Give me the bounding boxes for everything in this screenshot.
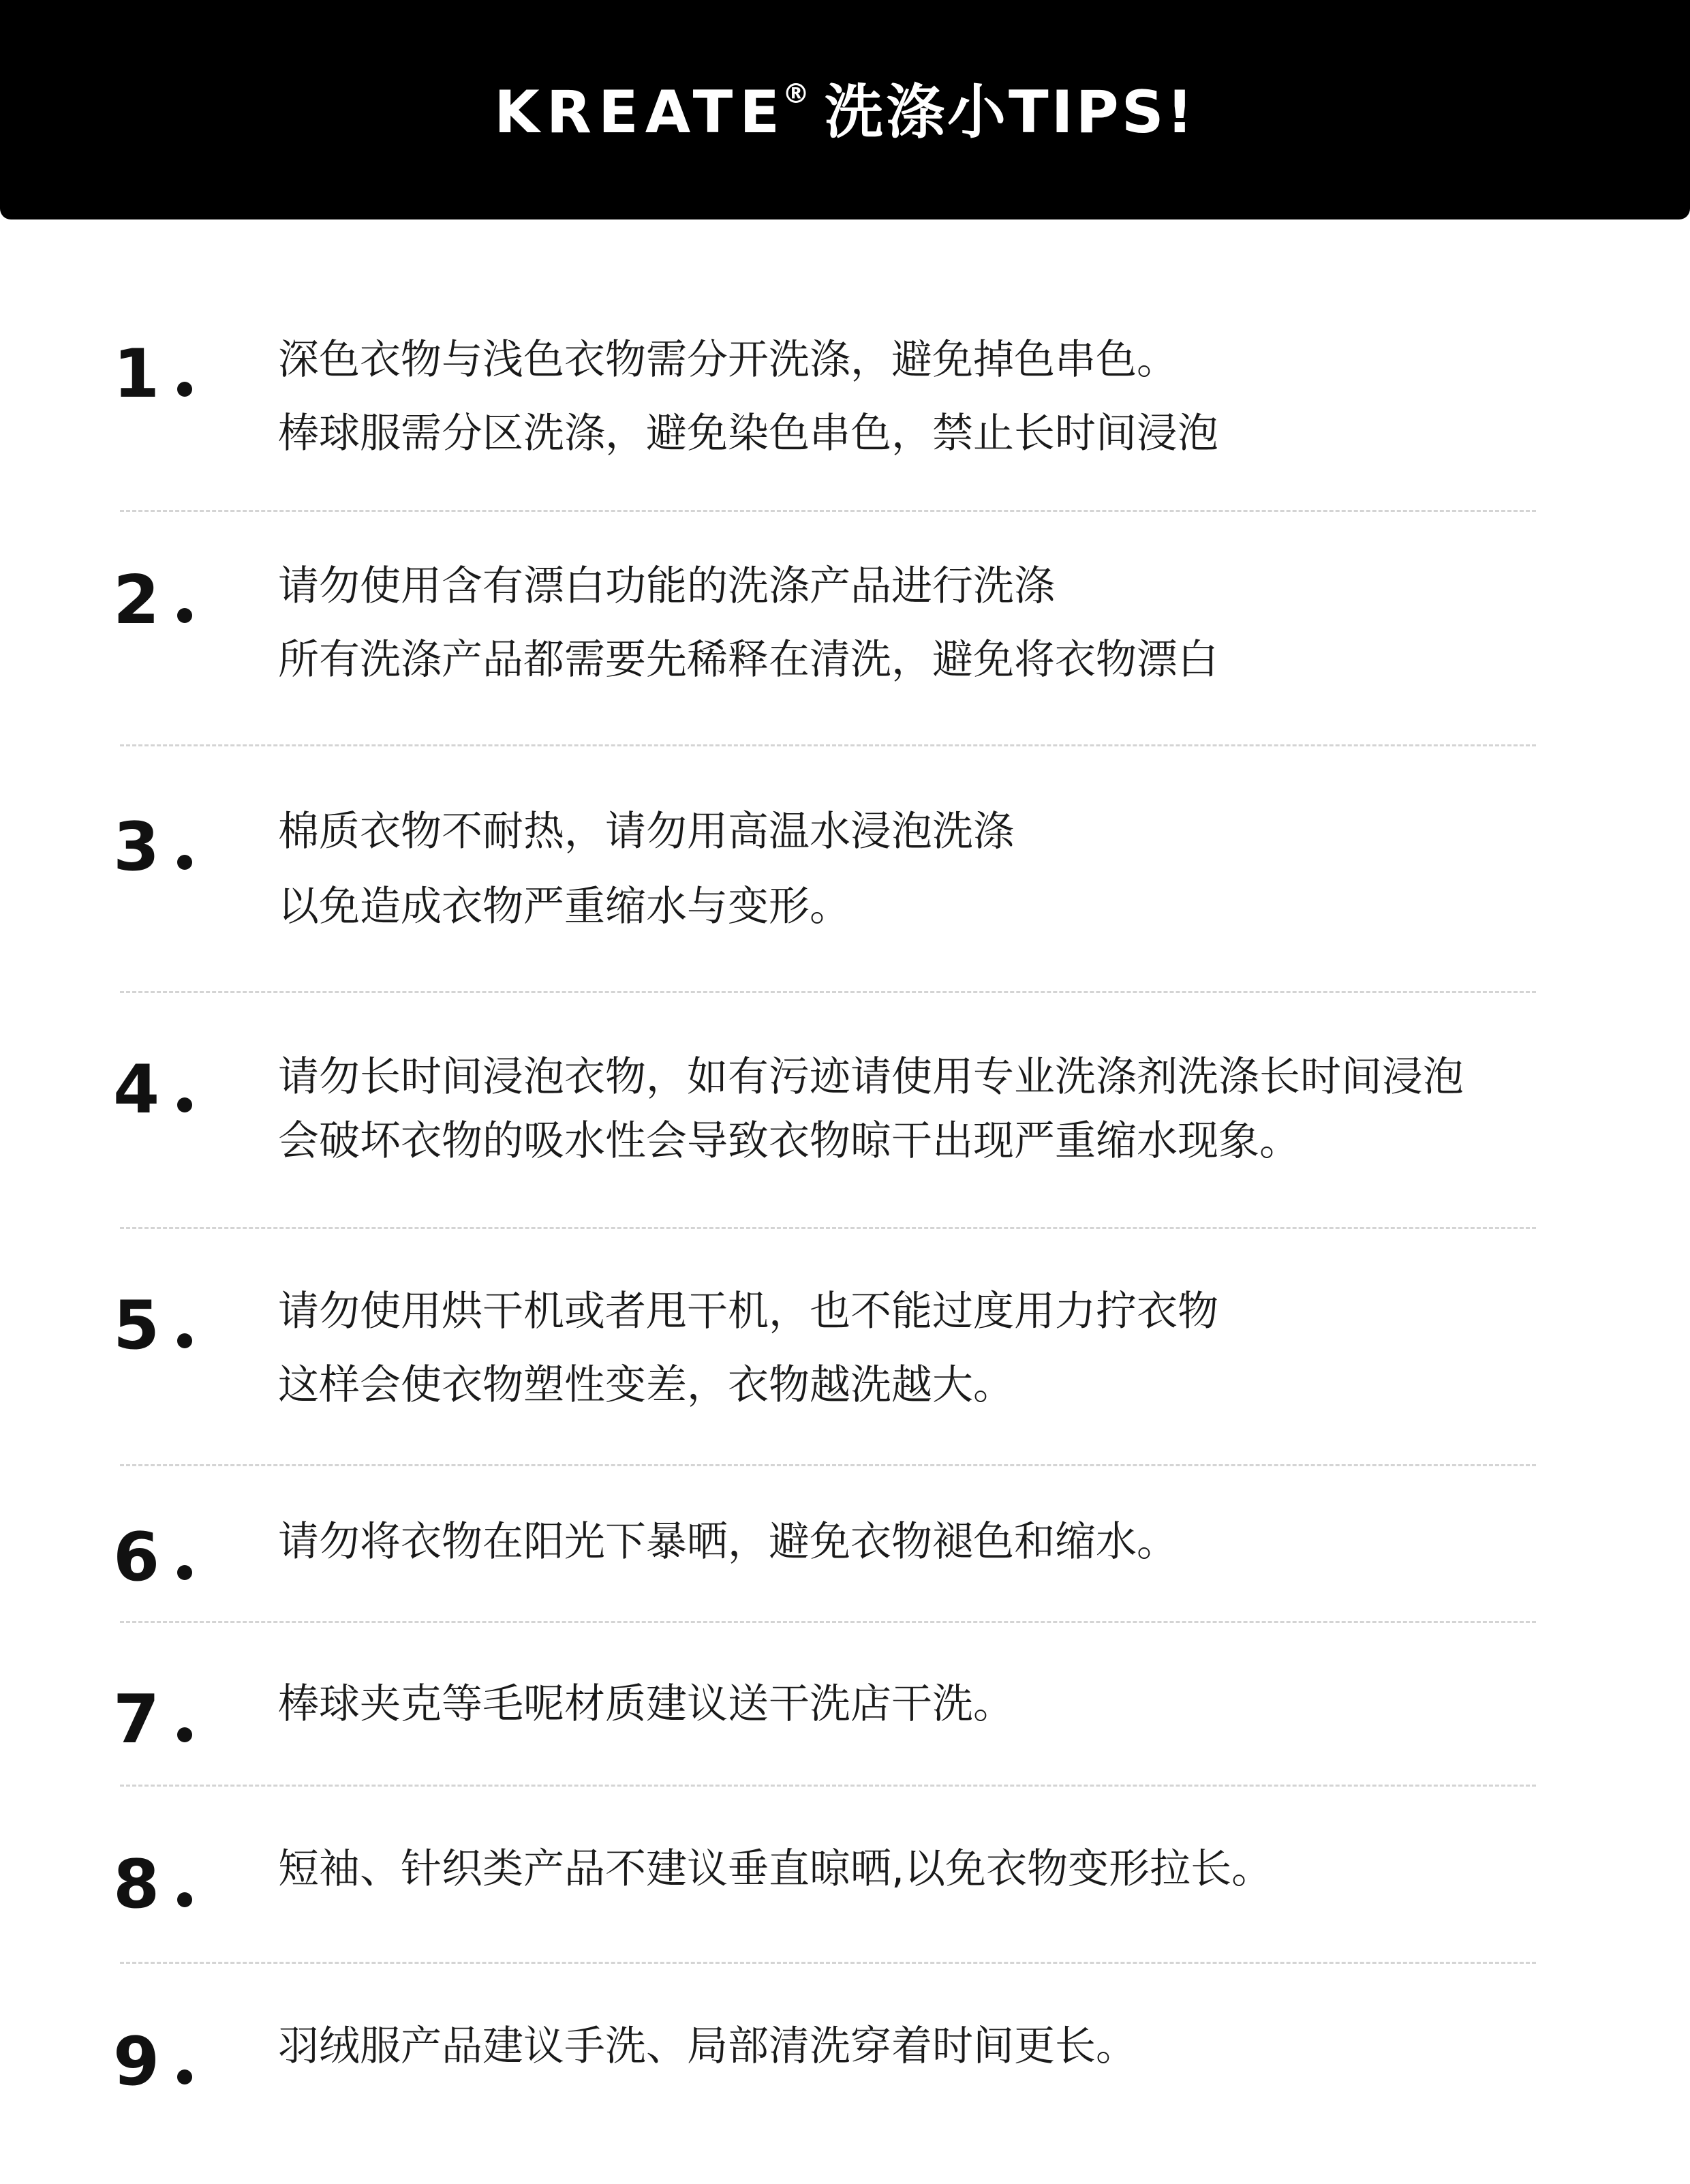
- tip-number: [113, 808, 192, 886]
- tip-line: 羽绒服产品建议手洗、局部清洗穿着时间更长。: [278, 2022, 1137, 2070]
- tip-number-dot: [177, 1097, 192, 1112]
- tip-number: [113, 335, 192, 413]
- tip-divider: [120, 1962, 1536, 1964]
- tip-line: 这样会使衣物塑性变差，衣物越洗越大。: [278, 1361, 1014, 1409]
- tip-number-dot: [177, 1565, 192, 1580]
- tip-divider: [120, 991, 1536, 993]
- tip-divider: [120, 744, 1536, 746]
- tip-number-digit: 2: [113, 562, 160, 639]
- tip-number-dot: [177, 1727, 192, 1742]
- tip-line: 请勿使用含有漂白功能的洗涤产品进行洗涤: [278, 562, 1055, 610]
- tip-line: 棒球服需分区洗涤，避免染色串色，禁止长时间浸泡: [278, 410, 1218, 457]
- tip-number-digit: 9: [113, 2023, 160, 2101]
- tip-number: [113, 1519, 192, 1596]
- tip-number-dot: [177, 855, 192, 870]
- tip-number-dot: [177, 1892, 192, 1907]
- tip-line: 请勿长时间浸泡衣物，如有污迹请使用专业洗涤剂洗涤长时间浸泡: [278, 1053, 1464, 1101]
- page-header: [0, 0, 1690, 219]
- tip-line: 棒球夹克等毛呢材质建议送干洗店干洗。: [278, 1680, 1014, 1728]
- tip-line: 棉质衣物不耐热，请勿用高温水浸泡洗涤: [278, 808, 1014, 855]
- tip-number: [113, 2023, 192, 2101]
- brand-name: KREATE: [494, 78, 787, 147]
- tip-number: [113, 1681, 192, 1759]
- tip-number-dot: [177, 1333, 192, 1348]
- tip-divider: [120, 1621, 1536, 1623]
- tip-line: 深色衣物与浅色衣物需分开洗涤，避免掉色串色。: [278, 336, 1178, 384]
- tip-number-dot: [177, 382, 192, 397]
- tip-line: 所有洗涤产品都需要先稀释在清洗，避免将衣物漂白: [278, 636, 1218, 684]
- tip-line: 请勿将衣物在阳光下暴晒，避免衣物褪色和缩水。: [278, 1518, 1178, 1566]
- tip-line: 请勿使用烘干机或者甩干机，也不能过度用力拧衣物: [278, 1288, 1218, 1335]
- tip-number: [113, 562, 192, 639]
- tip-number-digit: 1: [113, 335, 160, 413]
- registered-mark: ®: [782, 78, 813, 110]
- tip-number-dot: [177, 608, 192, 623]
- tip-number-digit: 4: [113, 1051, 160, 1129]
- tip-number-digit: 6: [113, 1519, 160, 1596]
- tip-divider: [120, 1464, 1536, 1466]
- tip-line: 以免造成衣物严重缩水与变形。: [278, 883, 850, 930]
- tip-number-digit: 8: [113, 1846, 160, 1924]
- tip-number: [113, 1846, 192, 1924]
- tip-number: [113, 1287, 192, 1365]
- tip-divider: [120, 1785, 1536, 1787]
- tip-number: [113, 1051, 192, 1129]
- tip-divider: [120, 510, 1536, 512]
- title-text: 洗涤小TIPS!: [825, 78, 1196, 147]
- tip-number-dot: [177, 2069, 192, 2084]
- tip-number-digit: 7: [113, 1681, 160, 1759]
- tip-number-digit: 3: [113, 808, 160, 886]
- tip-divider: [120, 1227, 1536, 1229]
- page-title: [494, 78, 1196, 147]
- tip-line: 短袖、针织类产品不建议垂直晾晒,以免衣物变形拉长。: [278, 1845, 1273, 1893]
- tip-number-digit: 5: [113, 1287, 160, 1365]
- tip-line: 会破坏衣物的吸水性会导致衣物晾干出现严重缩水现象。: [278, 1117, 1300, 1165]
